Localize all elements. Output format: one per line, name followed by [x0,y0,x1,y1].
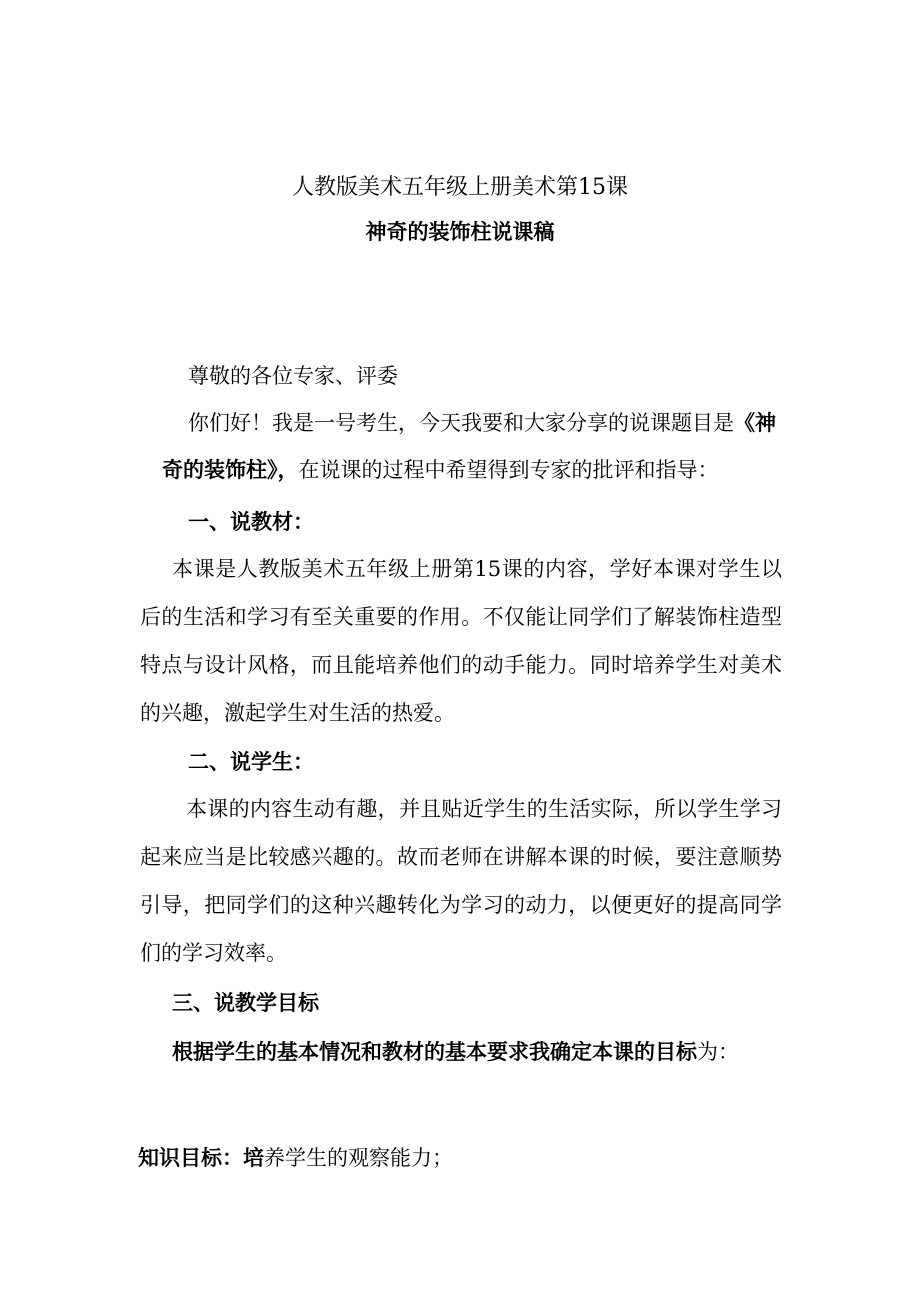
knowledge-goal-label: 知识目标：培 [138,1145,264,1170]
section1-line: 的兴趣，激起学生对生活的热爱。 [140,701,455,725]
section1-line: 特点与设计风格，而且能培养他们的动手能力。同时培养学生对美术 [140,653,782,677]
section3-intro-bold: 根据学生的基本情况和教材的基本要求我确定本课的目标 [172,1039,697,1064]
intro-line1-title: 《神 [734,410,776,435]
knowledge-goal-text: 养学生的观察能力； [264,1146,453,1170]
section3-intro [172,1038,739,1066]
section2-line: 引导，把同学们的这种兴趣转化为学习的动力，以便更好的提高同学 [140,893,782,917]
section3-heading: 三、说教学目标 [172,990,319,1015]
section2-line: 们的学习效率。 [140,941,287,965]
intro-line1 [188,409,776,437]
section1-heading: 一、说教材： [188,509,314,534]
intro-line1-text: 你们好！我是一号考生，今天我要和大家分享的说课题目是 [188,411,734,435]
section1-line: 后的生活和学习有至关重要的作用。不仅能让同学们了解装饰柱造型 [140,605,782,629]
section2-line: 起来应当是比较感兴趣的。故而老师在讲解本课的时候，要注意顺势 [140,845,782,869]
document-title-line1: 人教版美术五年级上册美术第15课 [292,175,628,200]
intro-line2-title: 奇的装饰柱》， [162,457,299,482]
greeting: 尊敬的各位专家、评委 [188,364,398,388]
section2-line: 本课的内容生动有趣，并且贴近学生的生活实际，所以学生学习 [186,797,782,821]
intro-line2 [162,456,719,484]
section2-heading: 二、说学生： [188,749,314,774]
knowledge-goal [138,1144,453,1172]
section1-line: 本课是人教版美术五年级上册第15课的内容，学好本课对学生以 [172,557,782,581]
section3-intro-tail: 为： [697,1040,739,1064]
document-title-line2: 神奇的装饰柱说课稿 [365,219,555,244]
intro-line2-text: 在说课的过程中希望得到专家的批评和指导： [298,458,719,482]
